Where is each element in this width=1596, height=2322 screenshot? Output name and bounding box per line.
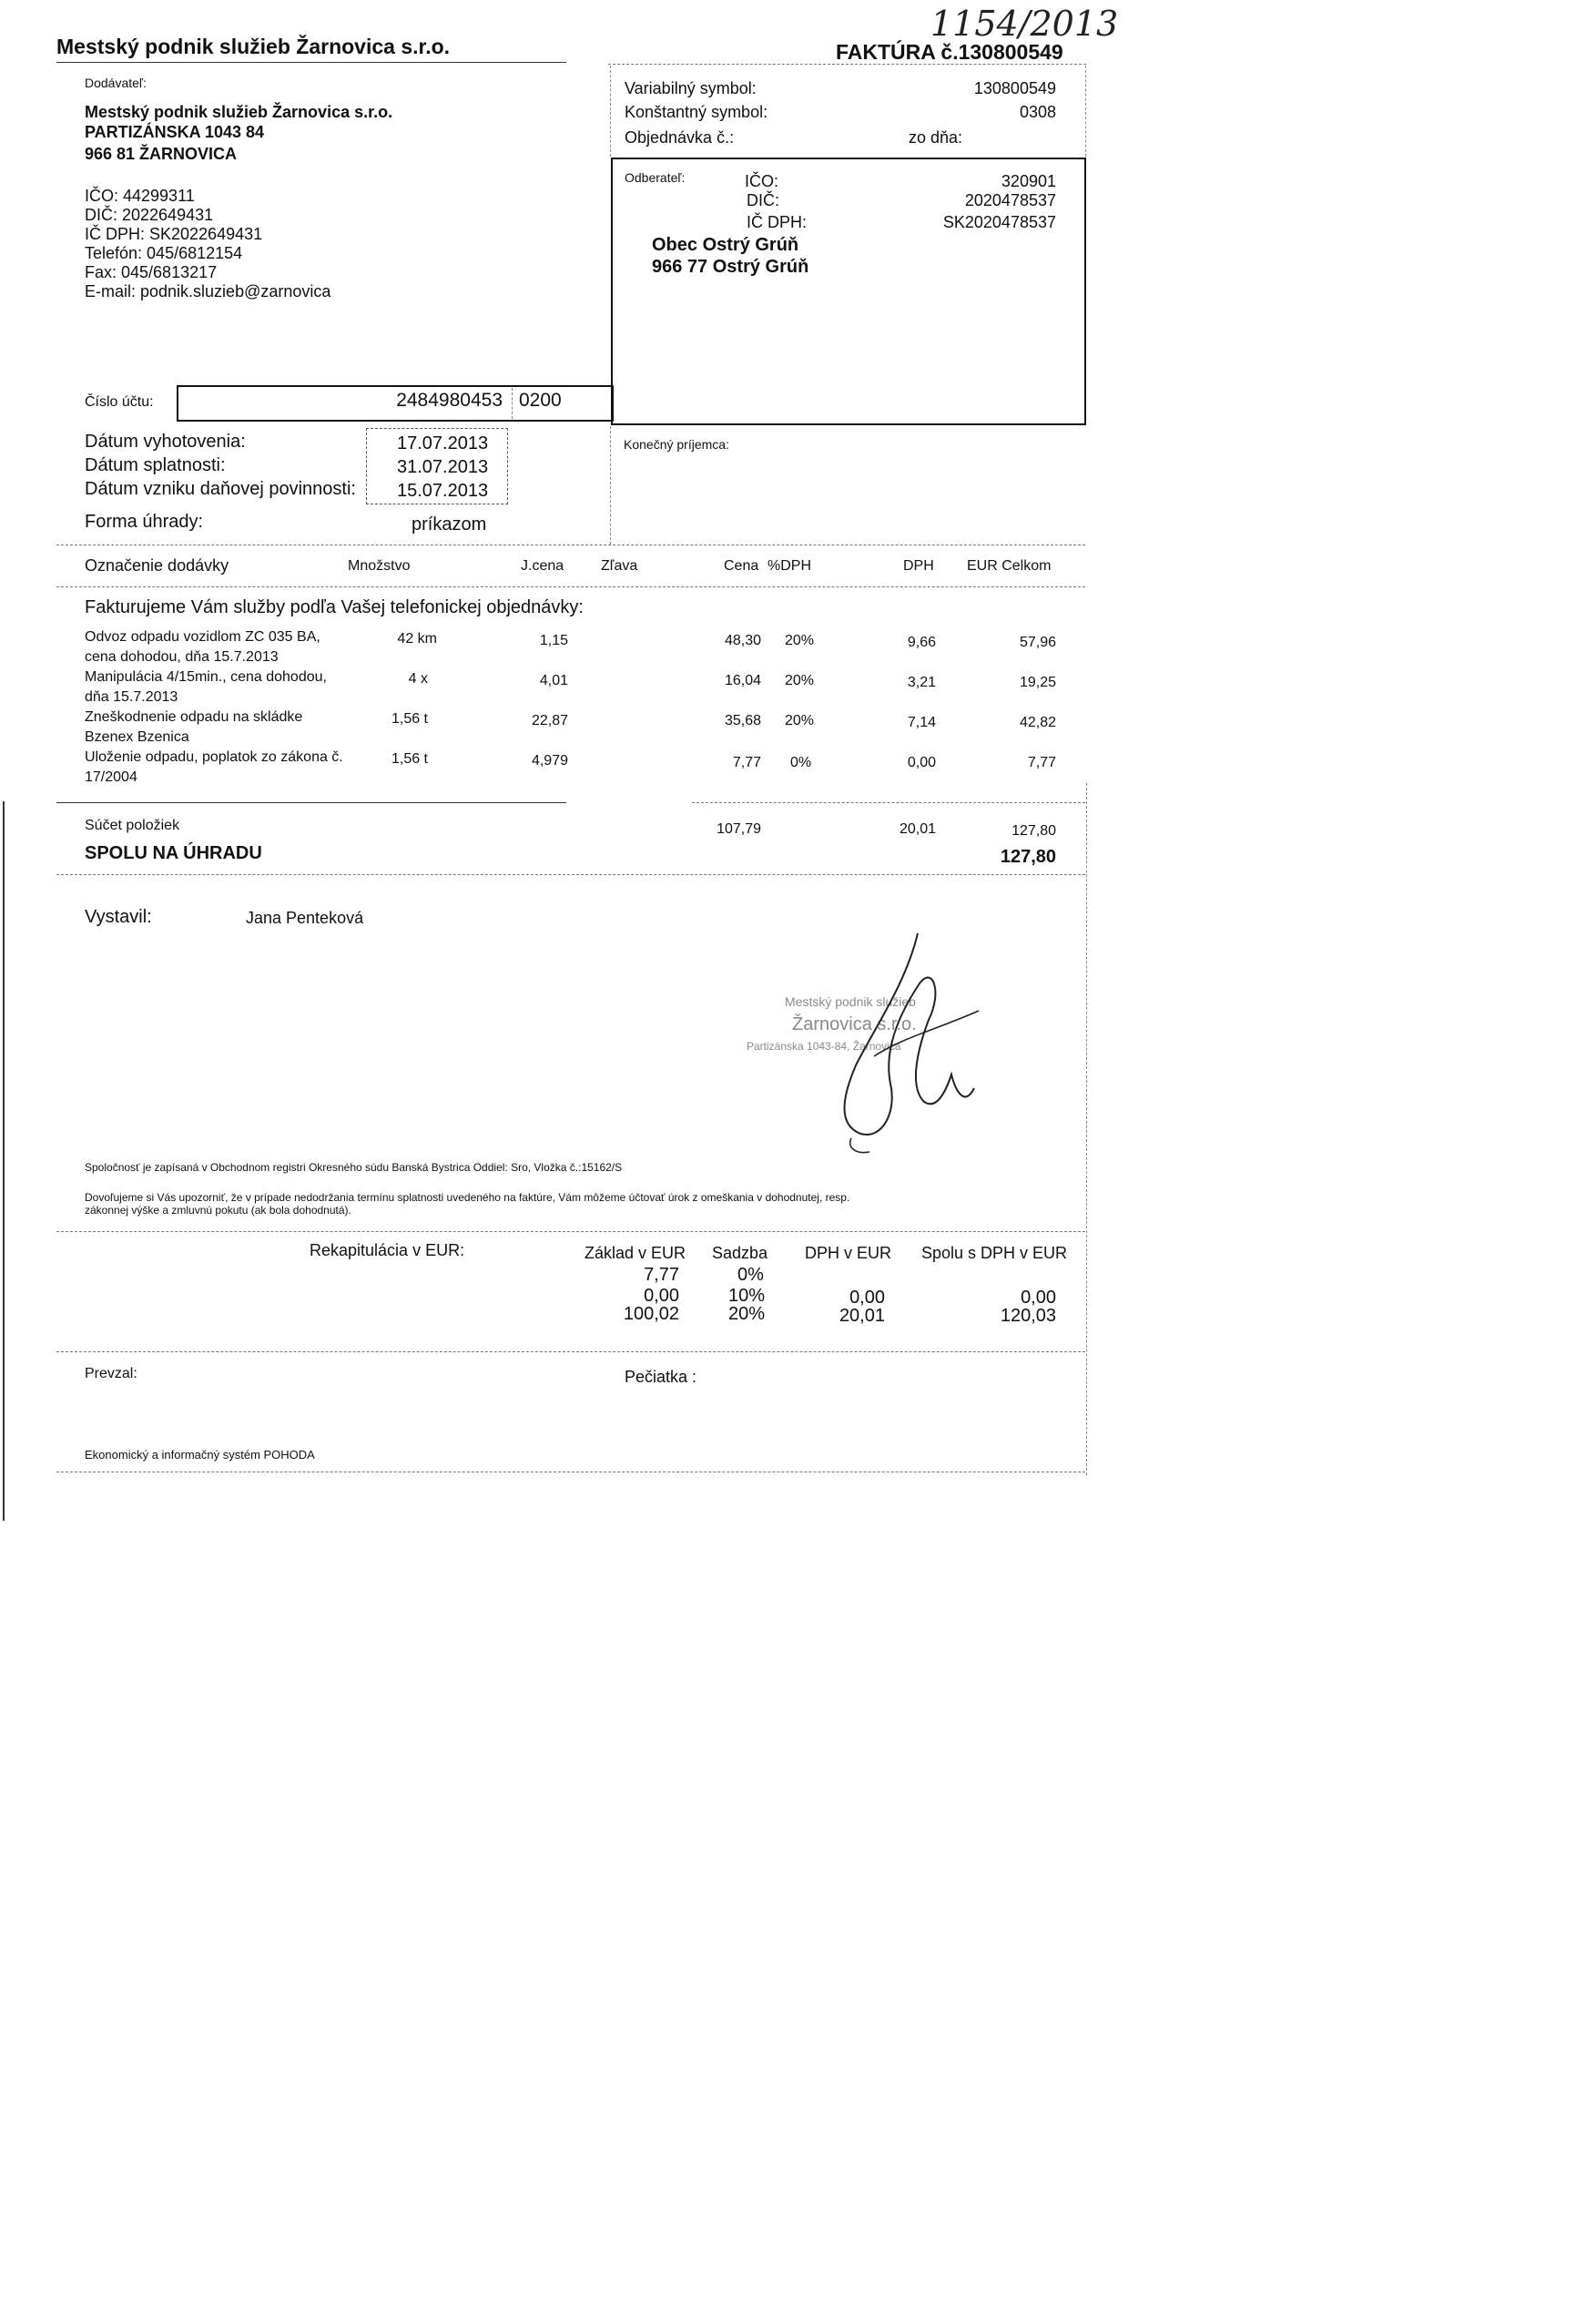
customer-ico-label: IČO: xyxy=(745,172,779,190)
sum-rule-left xyxy=(56,802,566,803)
supplier-city: 966 81 ŽARNOVICA xyxy=(85,145,238,163)
row-description-line2: dňa 15.7.2013 xyxy=(85,689,178,705)
supplier-phone: Telefón: 045/6812154 xyxy=(85,244,243,262)
row-description-line2: 17/2004 xyxy=(85,769,137,785)
stamp-line2: Žarnovica s.r.o. xyxy=(792,1014,917,1034)
supplier-street: PARTIZÁNSKA 1043 84 xyxy=(85,123,265,141)
grand-total-value: 127,80 xyxy=(1000,847,1056,867)
variable-symbol-label: Variabilný symbol: xyxy=(625,79,757,97)
payment-label: Forma úhrady: xyxy=(85,512,204,532)
sum-price: 107,79 xyxy=(717,821,761,837)
row-price: 7,77 xyxy=(732,755,761,770)
recap-top-rule xyxy=(56,1231,1085,1232)
row-description-line2: Bzenex Bzenica xyxy=(85,729,189,745)
row-total: 7,77 xyxy=(1027,755,1056,770)
row-unit-price: 1,15 xyxy=(539,633,568,648)
payment-notice-line2: zákonnej výške a zmluvnú pokutu (ak bola dohodnutá). xyxy=(85,1204,351,1217)
supplier-email: E-mail: podnik.sluzieb@zarnovica xyxy=(85,282,331,300)
account-label: Číslo účtu: xyxy=(85,394,154,410)
grand-total-label: SPOLU NA ÚHRADU xyxy=(85,843,262,863)
row-vat: 0,00 xyxy=(907,755,936,770)
received-label: Prevzal: xyxy=(85,1366,137,1381)
recap-bottom-rule xyxy=(56,1351,1085,1352)
variable-symbol-value: 130800549 xyxy=(973,79,1056,97)
issued-date-label: Dátum vyhotovenia: xyxy=(85,432,246,452)
row-vat-rate: 0% xyxy=(790,755,812,770)
constant-symbol-value: 0308 xyxy=(1019,103,1056,121)
row-price: 48,30 xyxy=(724,633,761,648)
customer-label: Odberateľ: xyxy=(625,170,686,185)
row-unit-price: 22,87 xyxy=(531,713,568,728)
col-quantity: Množstvo xyxy=(348,558,411,574)
col-vat: DPH xyxy=(903,558,934,574)
recap-rate: 10% xyxy=(728,1286,766,1306)
table-header-rule xyxy=(56,586,1085,587)
supplier-name: Mestský podnik služieb Žarnovica s.r.o. xyxy=(85,103,393,121)
row-quantity: 1,56 t xyxy=(391,711,428,727)
row-quantity: 1,56 t xyxy=(391,751,428,767)
col-total: EUR Celkom xyxy=(967,558,1052,574)
stamp-line3: Partizánska 1043-84, Žarnovica xyxy=(747,1040,901,1053)
stamp-field-label: Pečiatka : xyxy=(625,1368,697,1386)
row-vat-rate: 20% xyxy=(785,713,815,728)
recap-col-total: Spolu s DPH v EUR xyxy=(921,1244,1068,1262)
recap-label: Rekapitulácia v EUR: xyxy=(310,1241,465,1259)
col-vat-rate: %DPH xyxy=(768,558,812,574)
due-date-label: Dátum splatnosti: xyxy=(85,455,226,475)
stamp-line1: Mestský podnik služieb xyxy=(785,994,916,1009)
account-separator xyxy=(512,388,513,419)
sum-total: 127,80 xyxy=(1011,823,1056,839)
supplier-fax: Fax: 045/6813217 xyxy=(85,263,218,281)
row-description-line1: Odvoz odpadu vozidlom ZC 035 BA, xyxy=(85,629,320,645)
row-quantity: 4 x xyxy=(408,671,428,687)
recap-base: 100,02 xyxy=(623,1304,679,1324)
issuer-label: Vystavil: xyxy=(85,907,152,927)
recap-rate: 20% xyxy=(728,1304,766,1324)
issuer-name: Jana Penteková xyxy=(246,909,364,927)
row-total: 42,82 xyxy=(1019,715,1056,730)
row-vat: 9,66 xyxy=(907,635,936,650)
row-unit-price: 4,01 xyxy=(539,673,568,688)
final-recipient-label: Konečný príjemca: xyxy=(624,437,729,452)
sum-label: Súčet položiek xyxy=(85,818,180,833)
symbols-divider-right xyxy=(1085,66,1086,157)
row-price: 16,04 xyxy=(724,673,761,688)
recap-base: 0,00 xyxy=(644,1286,679,1306)
account-number: 2484980453 xyxy=(396,390,503,411)
due-date-value: 31.07.2013 xyxy=(397,457,489,477)
row-description-line1: Zneškodnenie odpadu na skládke xyxy=(85,709,303,725)
symbols-divider xyxy=(610,66,611,157)
signature-icon xyxy=(819,929,1001,1156)
recap-vat: 0,00 xyxy=(849,1288,885,1308)
supplier-ico: IČO: 44299311 xyxy=(85,187,195,205)
payment-value: príkazom xyxy=(412,514,487,535)
invoice-title: FAKTÚRA č.130800549 xyxy=(836,40,1063,64)
customer-icdph-label: IČ DPH: xyxy=(747,213,808,231)
order-date-label: zo dňa: xyxy=(909,128,963,147)
row-description-line1: Uloženie odpadu, poplatok zo zákona č. xyxy=(85,749,343,765)
company-title: Mestský podnik služieb Žarnovica s.r.o. xyxy=(56,35,451,58)
supplier-dic: DIČ: 2022649431 xyxy=(85,206,214,224)
row-total: 19,25 xyxy=(1019,675,1056,690)
customer-dic-label: DIČ: xyxy=(747,191,779,209)
bank-code: 0200 xyxy=(519,390,562,411)
customer-icdph-value: SK2020478537 xyxy=(942,213,1056,231)
tax-date-label: Dátum vzniku daňovej povinnosti: xyxy=(85,479,356,499)
row-description-line2: cena dohodou, dňa 15.7.2013 xyxy=(85,649,279,665)
row-unit-price: 4,979 xyxy=(531,753,568,769)
recap-col-rate: Sadzba xyxy=(712,1244,768,1262)
row-description-line1: Manipulácia 4/15min., cena dohodou, xyxy=(85,669,327,685)
col-unit-price: J.cena xyxy=(521,558,564,574)
registry-note: Spoločnosť je zapísaná v Obchodnom registri Okresného súdu Banská Bystrica Oddiel: Sro, Vložka č.:15162/S xyxy=(85,1161,623,1174)
accounting-system: Ekonomický a informačný systém POHODA xyxy=(85,1448,315,1461)
recap-total: 120,03 xyxy=(1000,1306,1056,1326)
col-description: Označenie dodávky xyxy=(85,556,229,575)
scan-edge-line xyxy=(3,801,5,1521)
header-rule-left xyxy=(56,62,566,63)
row-vat-rate: 20% xyxy=(785,633,815,648)
recap-base: 7,77 xyxy=(644,1265,679,1285)
recipient-divider xyxy=(610,426,611,545)
sum-vat: 20,01 xyxy=(899,821,936,837)
row-total: 57,96 xyxy=(1019,635,1056,650)
items-intro: Fakturujeme Vám služby podľa Vašej telefonickej objednávky: xyxy=(85,597,584,617)
right-frame-line xyxy=(1086,783,1087,1475)
recap-vat: 20,01 xyxy=(839,1306,885,1326)
issued-date-value: 17.07.2013 xyxy=(397,433,489,453)
grand-total-rule xyxy=(56,874,1085,875)
handwritten-reference: 1154/2013 xyxy=(930,4,1119,44)
row-vat: 3,21 xyxy=(907,675,936,690)
order-label: Objednávka č.: xyxy=(625,128,735,147)
col-discount: Zľava xyxy=(601,558,638,574)
tax-date-value: 15.07.2013 xyxy=(397,481,489,501)
constant-symbol-label: Konštantný symbol: xyxy=(625,103,768,121)
recap-total: 0,00 xyxy=(1021,1288,1056,1308)
header-rule-right xyxy=(608,64,1086,65)
recap-col-vat: DPH v EUR xyxy=(805,1244,892,1262)
payment-notice-line1: Dovoľujeme si Vás upozorniť, že v prípade nedodržania termínu splatnosti uvedeného na faktúre, Vám môžeme účtovať úrok z omeškania v dohodnutej, resp. xyxy=(85,1191,850,1204)
customer-dic-value: 2020478537 xyxy=(964,191,1056,209)
col-price: Cena xyxy=(724,558,759,574)
row-quantity: 42 km xyxy=(397,631,437,647)
supplier-label: Dodávateľ: xyxy=(85,76,147,90)
customer-name: Obec Ostrý Grúň xyxy=(652,235,799,255)
customer-city: 966 77 Ostrý Grúň xyxy=(652,257,809,277)
row-vat-rate: 20% xyxy=(785,673,815,688)
row-price: 35,68 xyxy=(724,713,761,728)
supplier-icdph: IČ DPH: SK2022649431 xyxy=(85,225,263,243)
recap-col-base: Základ v EUR xyxy=(585,1244,686,1262)
sum-rule-right xyxy=(692,802,1085,803)
recap-rate: 0% xyxy=(737,1265,764,1285)
customer-ico-value: 320901 xyxy=(1001,172,1056,190)
row-vat: 7,14 xyxy=(907,715,936,730)
